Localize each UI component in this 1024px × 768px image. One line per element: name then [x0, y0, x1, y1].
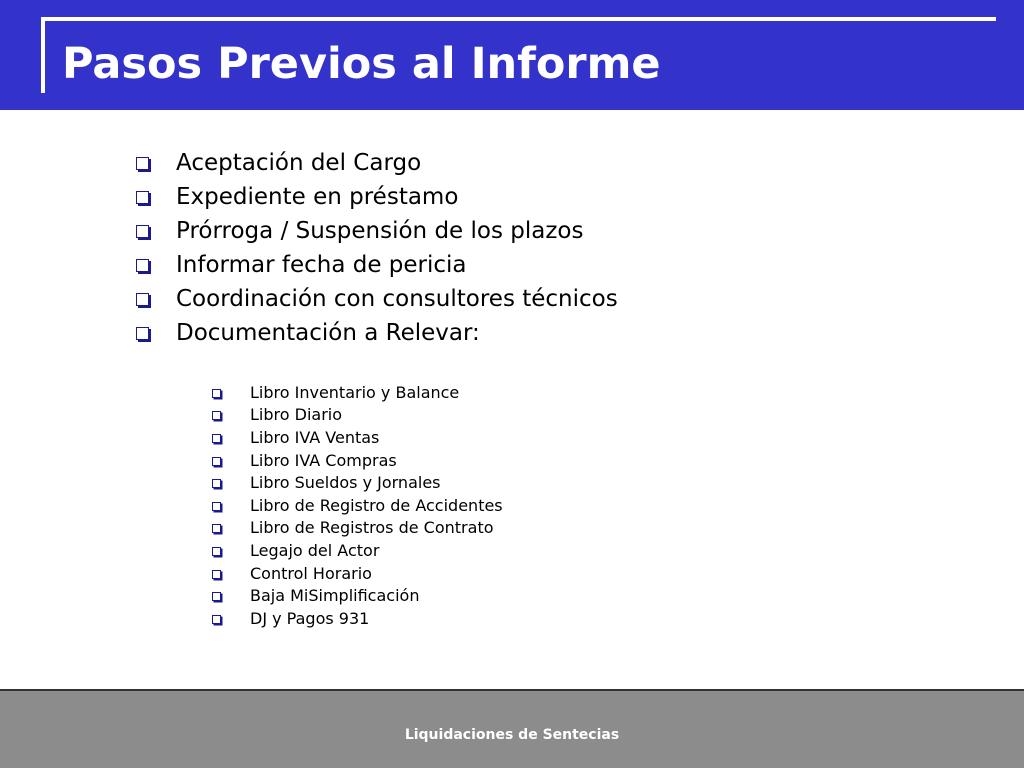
- list-item-sub: [212, 607, 503, 630]
- sub-bullet-list: [212, 381, 503, 630]
- list-item-label: Control Horario: [250, 563, 372, 583]
- checkbox-bullet-icon: [212, 592, 221, 601]
- list-item-label: Libro de Registro de Accidentes: [250, 495, 503, 515]
- list-item-label: Documentación a Relevar:: [176, 320, 480, 346]
- list-item-main: [136, 248, 618, 282]
- checkbox-bullet-icon: [212, 411, 221, 420]
- list-item-main: [136, 180, 618, 214]
- footer-text: Liquidaciones de Sentecias: [404, 727, 620, 743]
- list-item-sub: [212, 584, 503, 607]
- list-item-label: Libro IVA Compras: [250, 450, 397, 470]
- list-item-label: Expediente en préstamo: [176, 184, 459, 210]
- checkbox-bullet-icon: [136, 191, 149, 204]
- list-item-label: Libro Sueldos y Jornales: [250, 473, 441, 493]
- list-item-sub: [212, 381, 503, 404]
- list-item-label: Legajo del Actor: [250, 540, 380, 560]
- checkbox-bullet-icon: [136, 157, 149, 170]
- list-item-sub: [212, 426, 503, 449]
- list-item-sub: [212, 471, 503, 494]
- checkbox-bullet-icon: [212, 457, 221, 466]
- list-item-sub: [212, 517, 503, 540]
- list-item-sub: [212, 494, 503, 517]
- checkbox-bullet-icon: [136, 327, 149, 340]
- list-item-label: Informar fecha de pericia: [176, 252, 467, 278]
- main-bullet-list: [136, 146, 618, 350]
- list-item-main: [136, 214, 618, 248]
- checkbox-bullet-icon: [136, 293, 149, 306]
- checkbox-bullet-icon: [212, 389, 221, 398]
- list-item-label: Baja MiSimplificación: [250, 586, 420, 606]
- slide-header: [0, 0, 1024, 110]
- list-item-label: DJ y Pagos 931: [250, 608, 370, 628]
- list-item-sub: [212, 449, 503, 472]
- list-item-sub: [212, 539, 503, 562]
- list-item-label: Prórroga / Suspensión de los plazos: [176, 218, 584, 244]
- checkbox-bullet-icon: [212, 524, 221, 533]
- header-rule-vertical: [41, 17, 45, 93]
- checkbox-bullet-icon: [212, 547, 221, 556]
- list-item-sub: [212, 404, 503, 427]
- list-item-label: Libro IVA Ventas: [250, 427, 380, 447]
- checkbox-bullet-icon: [212, 615, 221, 624]
- header-rule-horizontal: [41, 17, 996, 21]
- list-item-main: [136, 146, 618, 180]
- list-item-label: Libro Inventario y Balance: [250, 382, 460, 402]
- checkbox-bullet-icon: [212, 570, 221, 579]
- checkbox-bullet-icon: [212, 502, 221, 511]
- list-item-label: Libro Diario: [250, 405, 342, 425]
- checkbox-bullet-icon: [136, 259, 149, 272]
- checkbox-bullet-icon: [212, 479, 221, 488]
- list-item-label: Libro de Registros de Contrato: [250, 518, 494, 538]
- slide-title: Pasos Previos al Informe: [62, 39, 661, 89]
- checkbox-bullet-icon: [136, 225, 149, 238]
- checkbox-bullet-icon: [212, 434, 221, 443]
- list-item-label: Aceptación del Cargo: [176, 150, 422, 176]
- list-item-sub: [212, 562, 503, 585]
- slide-footer: [0, 689, 1024, 768]
- list-item-main: [136, 316, 618, 350]
- list-item-main: [136, 282, 618, 316]
- list-item-label: Coordinación con consultores técnicos: [176, 286, 618, 312]
